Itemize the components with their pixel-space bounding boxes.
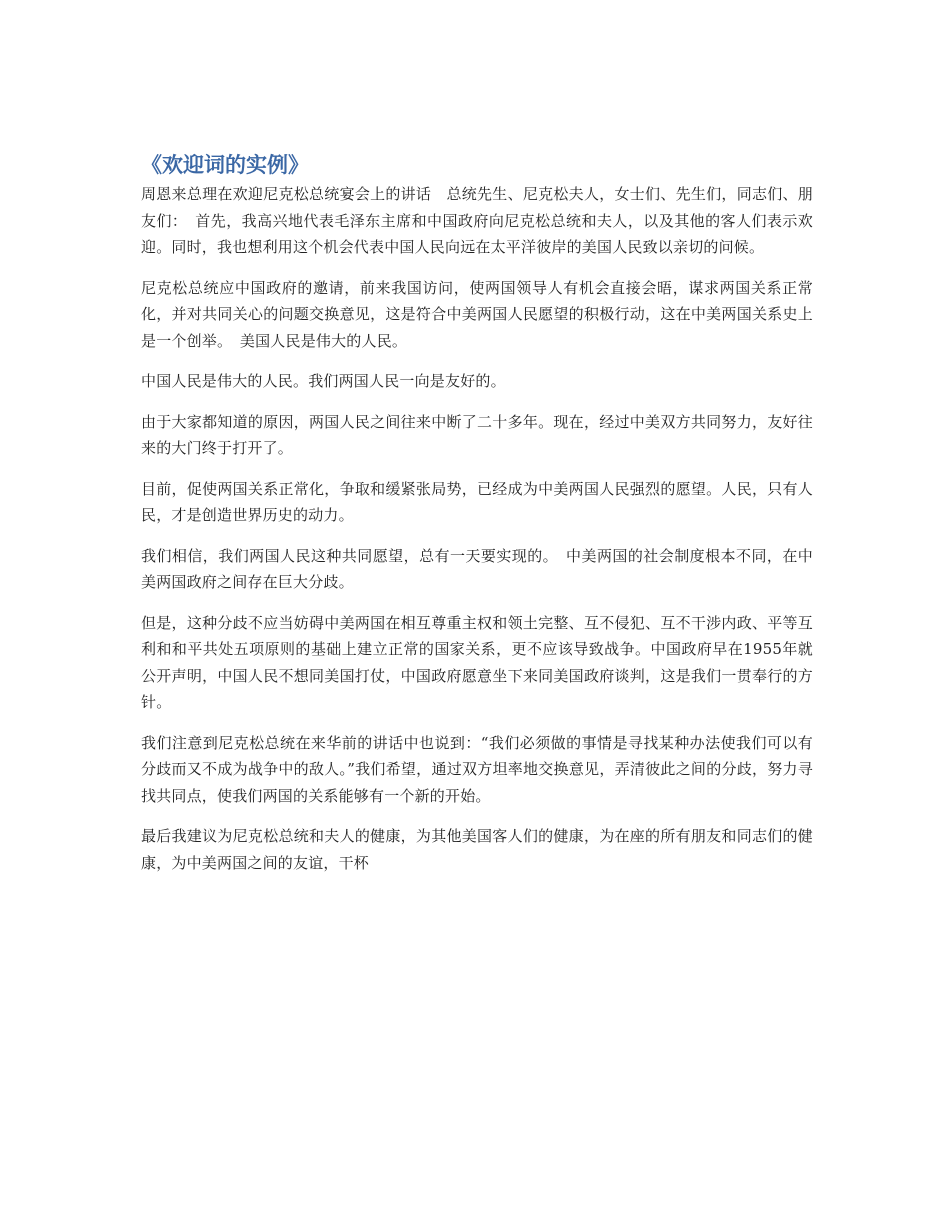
paragraph-1: 周恩来总理在欢迎尼克松总统宴会上的讲话 总统先生、尼克松夫人，女士们、先生们，同志们、朋友们： 首先，我高兴地代表毛泽东主席和中国政府向尼克松总统和夫人，以及其他的客人们表示欢迎。同时，我也想利用这个机会代表中国人民向远在太平洋彼岸的美国人民致以亲切的问候。	[141, 185, 813, 256]
paragraph-8: 我们注意到尼克松总统在来华前的讲话中也说到：“我们必须做的事情是寻找某种办法使我们可以有分歧而又不成为战争中的敌人。”我们希望，通过双方坦率地交换意见，弄清彼此之间的分歧，努力寻找共同点，使我们两国的关系能够有一个新的开始。	[141, 733, 813, 805]
document-title: 《欢迎词的实例》	[141, 153, 309, 177]
paragraph-4: 由于大家都知道的原因，两国人民之间往来中断了二十多年。现在，经过中美双方共同努力，友好往来的大门终于打开了。	[141, 412, 813, 457]
paragraph-5: 目前，促使两国关系正常化，争取和缓紧张局势，已经成为中美两国人民强烈的愿望。人民，只有人民，才是创造世界历史的动力。	[141, 479, 813, 524]
paragraph-9: 最后我建议为尼克松总统和夫人的健康，为其他美国客人们的健康，为在座的所有朋友和同志们的健康，为中美两国之间的友谊，干杯	[141, 827, 813, 872]
paragraph-7: 但是，这种分歧不应当妨碍中美两国在相互尊重主权和领土完整、互不侵犯、互不干涉内政、平等互利和和平共处五项原则的基础上建立正常的国家关系，更不应该导致战争。中国政府早在1955年就公开声明，中国人民不想同美国打仗，中国政府愿意坐下来同美国政府谈判，这是我们一贯奉行的方针。	[141, 613, 813, 711]
paragraph-2: 尼克松总统应中国政府的邀请，前来我国访问，使两国领导人有机会直接会晤，谋求两国关系正常化，并对共同关心的问题交换意见，这是符合中美两国人民愿望的积极行动，这在中美两国关系史上是一个创举。 美国人民是伟大的人民。	[141, 278, 813, 350]
paragraph-6: 我们相信，我们两国人民这种共同愿望，总有一天要实现的。 中美两国的社会制度根本不同，在中美两国政府之间存在巨大分歧。	[141, 546, 813, 591]
document-body	[141, 149, 813, 890]
paragraph-3: 中国人民是伟大的人民。我们两国人民一向是友好的。	[141, 372, 506, 390]
